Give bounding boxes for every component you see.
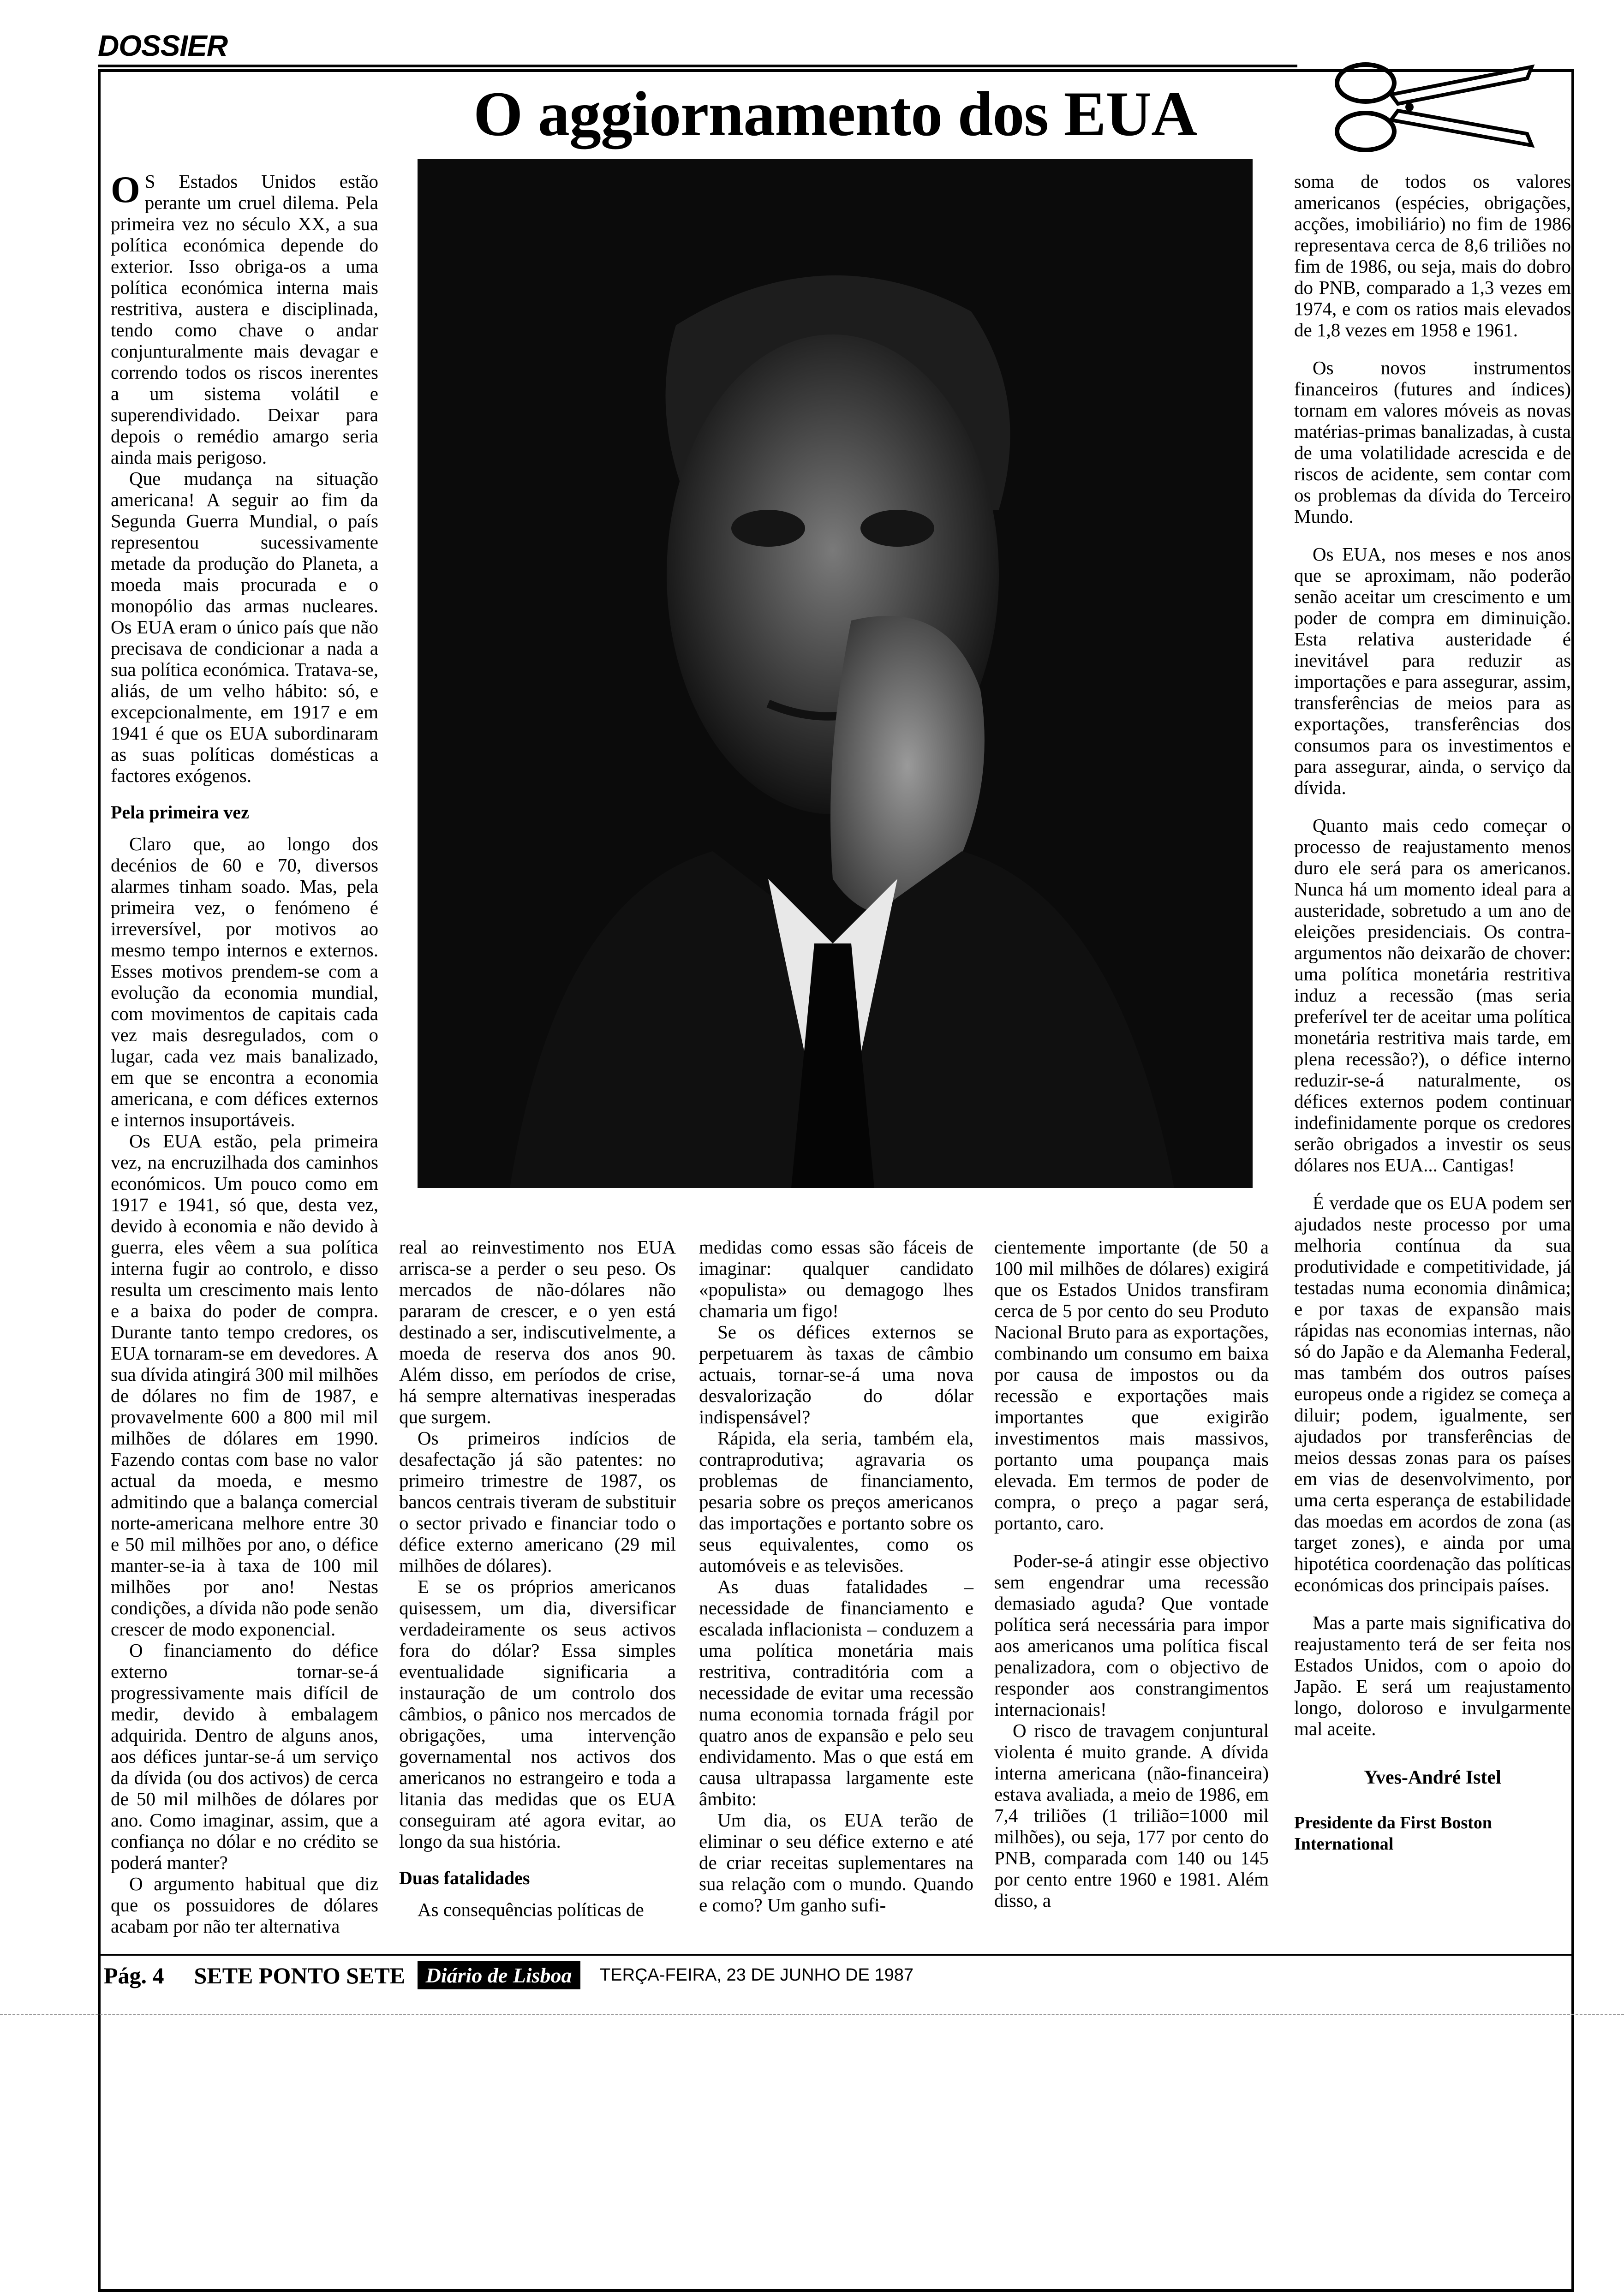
issue-date: TERÇA-FEIRA, 23 DE JUNHO DE 1987: [600, 1965, 914, 1985]
paragraph: As consequências políticas de: [418, 1899, 644, 1920]
paragraph: Que mudança na situação americana! A seguir ao fim da Segunda Guerra Mundial, o país representou sucessivamente metade da produção do Planeta, a moeda mais procurada e o monopólio das armas nucleares. Os EUA eram o único país que não precisava de condicionar a nada a sua política económica. Tratava-se, aliás, de um velho hábito: só, e excepcionalmente, em 1917 e em 1941 é que os EUA subordinaram as suas políticas domésticas a factores exógenos.: [111, 468, 378, 786]
paragraph: Os novos instrumentos financeiros (futures and índices) tornam em valores móveis as novas matérias-primas banalizadas, à custa de uma volatilidade acrescida e de riscos de acidente, sem contar com os problemas da dívida do Terceiro Mundo.: [1294, 357, 1571, 527]
portrait-photo: [418, 159, 1253, 1188]
paragraph: Os EUA, nos meses e nos anos que se aproximam, não poderão senão aceitar um crescimento e um poder de compra em diminuição. Esta relativa austeridade é inevitável para reduzir as importações e para assegurar, assim, transferências de meios para as exportações, transferências dos consumos para os investimentos e para assegurar, ainda, o serviço da dívida.: [1294, 543, 1571, 798]
section-label: DOSSIER: [98, 29, 228, 62]
paragraph: É verdade que os EUA podem ser ajudados neste processo por uma melhoria contínua da sua produtividade e competitividade, já testadas numa economia dinâmica; e por taxas de expansão mais rápidas nas economias internas, não só do Japão e da Alemanha Federal, mas também dos outros países europeus onde a rigidez se começa a diluir; podem, igualmente, ser ajudados por transferências de meios dessas zonas para os países em vias de desenvolvimento, por uma certa esperança de estabilidade das moedas em acordos de zona (as target zones), e ainda por uma hipotética coordenação das políticas económicas dos principais países.: [1294, 1192, 1571, 1595]
paragraph: Poder-se-á atingir esse objectivo sem engendrar uma recessão demasiado aguda? Que vontade política será necessária para impor aos americanos uma política fiscal penalizadora, com o objectivo de responder aos constrangimentos internacionais!: [994, 1550, 1269, 1720]
scissors-icon: [1329, 53, 1541, 159]
paragraph: Um dia, os EUA terão de eliminar o seu défice externo e até de criar receitas suplementares na sua relação com o mundo. Quando e como? Um ganho sufi-: [699, 1809, 973, 1916]
article-headline: O aggiornamento dos EUA: [473, 78, 1197, 149]
paragraph: Mas a parte mais significativa do reajustamento terá de ser feita nos Estados Unidos, com o apoio do Japão. E será um reajustamento longo, doloroso e invulgarmente mal aceite.: [1294, 1612, 1571, 1739]
subheading: Duas fatalidades: [399, 1868, 530, 1888]
top-rule: [98, 65, 1297, 67]
paragraph: O financiamento do défice externo tornar-se-á progressivamente mais difícil de medir, devido à embalagem adquirida. Dentro de alguns anos, aos défices juntar-se-á um serviço da dívida (ou dos activos) de cerca de 50 mil milhões de dólares por ano. Como imaginar, assim, que a confiança no dólar e no crédito se poderá manter?: [111, 1640, 378, 1873]
column-2: [399, 1236, 676, 1920]
paragraph: Rápida, ela seria, também ela, contraprodutiva; agravaria os problemas de financiamento, pesaria sobre os preços americanos das importações e portanto sobre os seus equivalentes, como os automóveis e as televisões.: [699, 1427, 973, 1576]
cut-line: [0, 2014, 1624, 2016]
paragraph: As duas fatalidades – necessidade de financiamento e escalada inflacionista – conduzem a uma política monetária mais restritiva, contraditória com a necessidade de evitar uma recessão numa economia tornada frágil por quatro anos de expansão e pelo seu endividamento. Mas o que está em causa ultrapassa largamente este âmbito:: [699, 1576, 973, 1809]
paragraph: Se os défices externos se perpetuarem às taxas de câmbio actuais, tornar-se-á uma nova desvalorização do dólar indispensável?: [699, 1321, 973, 1427]
drop-cap: O: [111, 168, 140, 210]
author-role: Presidente da First Boston International: [1294, 1813, 1492, 1854]
supplement-name: SETE PONTO SETE: [194, 1962, 406, 1988]
page-footer: [104, 1959, 914, 1989]
paragraph: medidas como essas são fáceis de imaginar: qualquer candidato «populista» ou demagogo lhes chamaria um figo!: [699, 1236, 973, 1321]
footer-rule: [98, 1954, 1574, 1956]
column-left: [111, 168, 378, 1937]
paragraph: Os EUA estão, pela primeira vez, na encruzilhada dos caminhos económicos. Um pouco como em 1917 e 1941, só que, desta vez, devido à economia e não devido à guerra, eles vêem a sua política interna fugir ao controlo, e disso resulta um crescimento mais lento e a baixa do poder de compra. Durante tanto tempo credores, os EUA tornaram-se em devedores. A sua dívida atingirá 300 mil milhões de dólares no fim de 1987, e provavelmente 600 a 800 mil mil milhões de dólares em 1990. Fazendo contas com base no valor actual da moeda, e mesmo admitindo que a balança comercial norte-americana melhore entre 30 e 50 mil milhões por ano, o défice manter-se-ia à taxa de 100 mil milhões por ano! Nestas condições, a dívida não pode senão crescer de modo exponencial.: [111, 1130, 378, 1640]
column-right: [1294, 171, 1571, 1855]
paragraph: cientemente importante (de 50 a 100 mil milhões de dólares) exigirá que os Estados Unidos transfiram cerca de 5 por cento do seu Produto Nacional Bruto para as exportações, combinando um consumo em baixa por causa de impostos ou da recessão e exportações mais importantes que exigirão investimentos mais massivos, portanto uma poupança mais elevada. Em termos de poder de compra, o preço a pagar será, portanto, caro.: [994, 1236, 1269, 1534]
paragraph: S Estados Unidos estão perante um cruel dilema. Pela primeira vez no século XX, a sua política económica depende do exterior. Isso obriga-os a uma política económica interna mais restritiva, austera e disciplinada, tendo como chave o andar conjunturalmente mais devagar e correndo todos os riscos inerentes a um sistema volátil e superendividado. Deixar para depois o remédio amargo seria ainda mais perigoso.: [111, 171, 378, 468]
column-4: [994, 1236, 1269, 1911]
paragraph: O argumento habitual que diz que os possuidores de dólares acabam por não ter alternativa: [111, 1873, 378, 1937]
author-name: Yves-André Istel: [1364, 1767, 1501, 1788]
newspaper-masthead: Diário de Lisboa: [418, 1961, 580, 1989]
paragraph: real ao reinvestimento nos EUA arrisca-se a perder o seu peso. Os mercados de não-dólares não pararam de crescer, e o yen está destinado a ser, indiscutivelmente, a moeda de reserva dos anos 90. Além disso, em períodos de crise, há sempre alternativas inesperadas que surgem.: [399, 1236, 676, 1427]
subheading: Pela primeira vez: [111, 802, 249, 823]
paragraph: Claro que, ao longo dos decénios de 60 e 70, diversos alarmes tinham soado. Mas, pela primeira vez, o fenómeno é irreversível, por motivos ao mesmo tempo internos e externos. Esses motivos prendem-se com a evolução da economia mundial, com movimentos de capitais cada vez mais desregulados, com o lugar, cada vez mais banalizado, em que se encontra a economia americana, e com défices externos e internos insuportáveis.: [111, 833, 378, 1130]
paragraph: Quanto mais cedo começar o processo de reajustamento menos duro ele será para os americanos. Nunca há um momento ideal para a austeridade, sobretudo a um ano de eleições presidenciais. Os contra-argumentos não deixarão de chover: uma política monetária restritiva induz a recessão (mas seria preferível ter de aceitar uma política monetária restritiva mais tarde, em plena recessão?), o défice interno reduzir-se-á naturalmente, os défices externos podem continuar indefinidamente porque os credores serão obrigados a investir os seus dólares nos EUA... Cantigas!: [1294, 815, 1571, 1176]
page-number: Pág. 4: [104, 1962, 164, 1988]
paragraph: E se os próprios americanos quisessem, um dia, diversificar verdadeiramente os seus activos fora do dólar? Essa simples eventualidade significaria a instauração de um controlo dos câmbios, o pânico nos mercados de obrigações, uma intervenção governamental nos activos dos americanos no estrangeiro e toda a litania das medidas que os EUA conseguiram até agora evitar, ao longo da sua história.: [399, 1576, 676, 1852]
column-3: [699, 1236, 973, 1916]
paragraph: soma de todos os valores americanos (espécies, obrigações, acções, imobiliário) no fim de 1986 representava cerca de 8,6 triliões no fim de 1986, ou seja, mais do dobro do PNB, comparado a 1,3 vezes em 1974, e com os ratios mais elevados de 1,8 vezes em 1958 e 1961.: [1294, 171, 1571, 340]
paragraph: Os primeiros indícios de desafectação já são patentes: no primeiro trimestre de 1987, os bancos centrais tiveram de substituir o sector privado e financiar todo o défice externo americano (29 mil milhões de dólares).: [399, 1427, 676, 1576]
paragraph: O risco de travagem conjuntural violenta é muito grande. A dívida interna americana (não-financeira) estava avaliada, a meio de 1986, em 7,4 triliões (1 trilião=1000 mil milhões), ou seja, 177 por cento do PNB, comparada com 140 ou 145 por cento entre 1960 e 1981. Além disso, a: [994, 1720, 1269, 1911]
